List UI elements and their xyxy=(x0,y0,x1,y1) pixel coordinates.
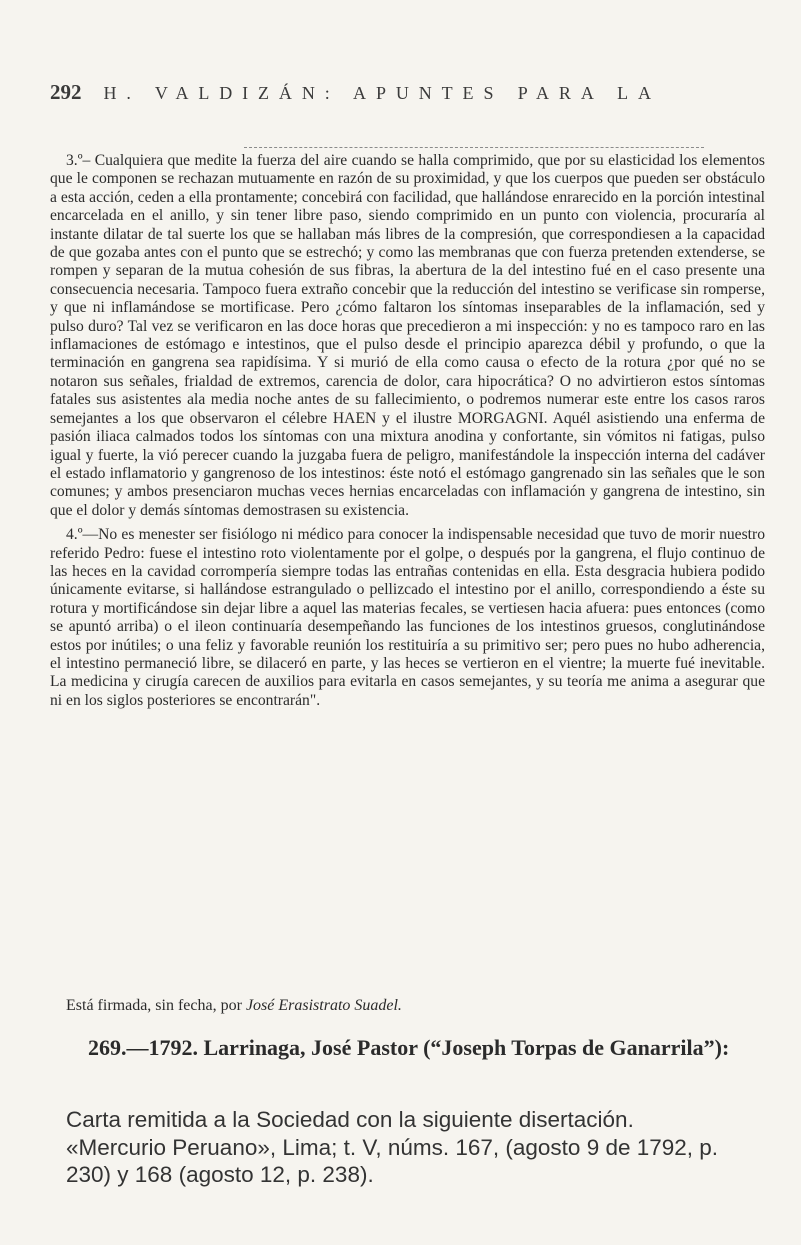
page-number: 292 xyxy=(50,80,82,104)
signature-prefix: Está firmada, sin fecha, por xyxy=(66,997,246,1014)
body-text xyxy=(50,152,765,710)
signature-line xyxy=(66,997,766,1015)
paragraph-3: 3.º– Cualquiera que medite la fuerza del aire cuando se halla comprimido, que por su elasticidad los elementos que le componen se rechazan mutuamente en razón de su proximidad, y que los cuerpos que pueden ser obstáculo a esta acción, ceden a ella prontamente; concebirá con facilidad, que hallándose enrarecido en la porción intestinal encarcelada en el anillo, y sin tener libre paso, siendo comprimido en un punto con violencia, procuraría al instante dilatar de tal suerte los que se hallaban más libres de la compresión, que correspondiesen a la capacidad de que gozaba antes con el punto que se estrechó; y como las membranas que con fuerza pretenden extenderse, se rompen y separan de la mutua cohesión de sus fibras, la abertura de la del intestino fué en el caso presente una consecuencia necesaria. Tampoco fuera extraño concebir que la reducción del intestino se verificase sin romperse, y que ni inflamándose se mortificase. Pero ¿cómo faltaron los síntomas inseparables de la inflamación, sed y pulso duro? Tal vez se verificaron en las doce horas que precedieron a mi inspección: y no es tampoco raro en las inflamaciones de estómago e intestinos, que el pulso desde el principio aparezca débil y profundo, o que la terminación en gangrena sea rapidísima. Y si murió de ella como causa o efecto de la rotura ¿por qué no se notaron sus señales, frialdad de extremos, carencia de dolor, cara hipocrática? O no advirtieron estos síntomas fatales sus asistentes ala media noche antes de su fallecimiento, o podremos numerar este entre los casos raros semejantes a los que observaron el célebre HAEN y el ilustre MORGAGNI. Aquél asistiendo una enferma de pasión iliaca calmados todos los síntomas con una mixtura anodina y confortante, sin vómitos ni fatigas, pulso igual y fuerte, la vió perecer cuando la juzgaba fuera de peligro, manifestándole la inspección interna del cadáver el estado inflamatorio y gangrenoso de los intestinos: éste notó el estómago gangrenado sin las señales que le son comunes; y ambos presenciaron muchas veces hernias encarceladas con inflamación y gangrena de intestino, sin que el dolor y demás síntomas demostrasen su existencia. xyxy=(50,152,765,519)
signature-author: José Erasistrato Suadel. xyxy=(245,997,402,1014)
running-head: H. VALDIZÁN: APUNTES PARA LA xyxy=(103,83,661,103)
entry-heading: 269.—1792. Larrinaga, José Pastor (“Joseph Torpas de Ganarrila”): xyxy=(88,1035,730,1060)
entry-citation-line: «Mercurio Peruano», Lima; t. V, núms. 167, (agosto 9 de 1792, p. 230) y 168 (agosto 12, p. 238). xyxy=(66,1134,719,1187)
header-rule xyxy=(244,147,704,148)
entry-title-line: Carta remitida a la Sociedad con la siguiente disertación. xyxy=(66,1107,634,1132)
entry-description xyxy=(66,1106,766,1189)
page-header xyxy=(50,80,770,114)
paragraph-4: 4.º—No es menester ser fisiólogo ni médico para conocer la indispensable necesidad que tuvo de morir nuestro referido Pedro: fuese el intestino roto violentamente por el golpe, o después por la gangrena, el flujo continuo de las heces en la cavidad corrompería siempre todas las entrañas contenidas en ella. Esta desgracia hubiera podido únicamente evitarse, si hallándose estrangulado o pellizcado el intestino por el anillo, correspondiendo a éste su rotura y mortificándose sin dejar libre a aquel las materias fecales, se vertiesen hacia afuera: pues entonces (como se apuntó arriba) o el ileon continuaría desempeñando las funciones de los intestinos gruesos, conglutinándose estos por inútiles; o una feliz y favorable reunión los restituiría a su primitivo ser; pero pues no hubo adherencia, el intestino permaneció libre, se dilaceró en parte, y las heces se vertieron en el vientre; la muerte fué inevitable. La medicina y cirugía carecen de auxilios para evitarla en casos semejantes, y su teoría me anima a asegurar que ni en los siglos posteriores se encontrarán". xyxy=(50,526,765,709)
